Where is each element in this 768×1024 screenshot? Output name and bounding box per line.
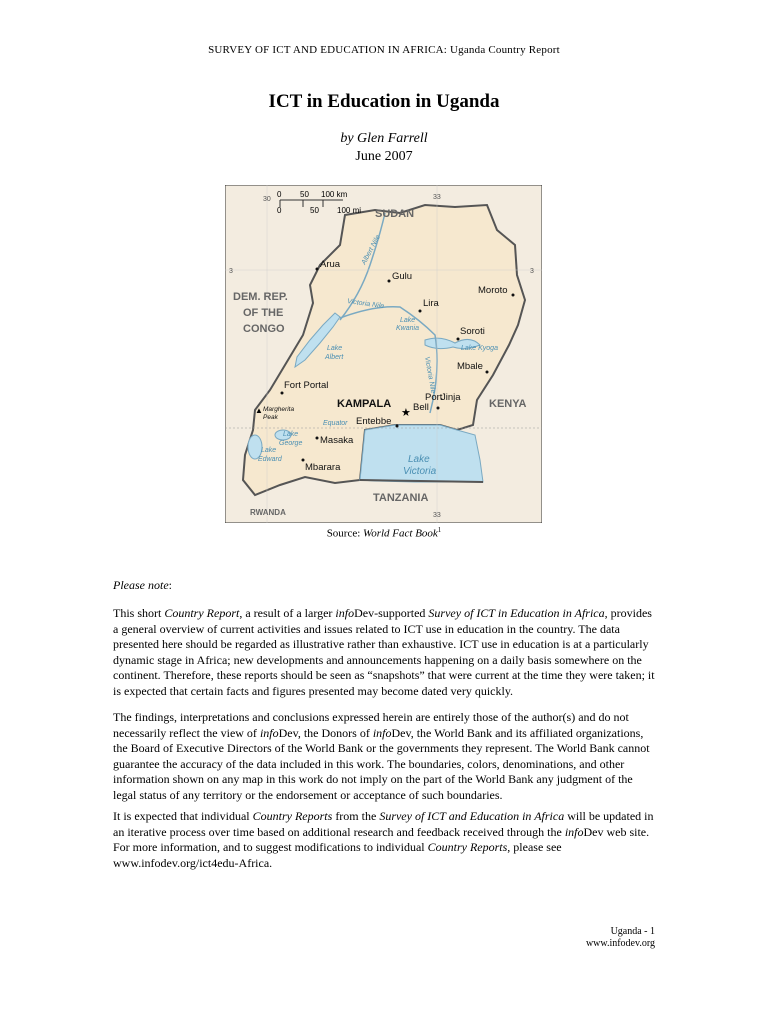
- city-dot: [316, 437, 319, 440]
- grid-label: 3: [530, 268, 534, 275]
- water-label: Albert Nile: [360, 234, 382, 266]
- grid-label: 3: [229, 268, 233, 275]
- water-label: Lake: [261, 447, 277, 454]
- city-dot: [457, 338, 460, 341]
- water-label: Victoria Nile: [346, 298, 385, 311]
- svg-text:0: 0: [277, 190, 282, 199]
- water-label: Lake: [327, 345, 343, 352]
- city-label: Masaka: [320, 435, 354, 446]
- city-label: Bell: [413, 402, 429, 413]
- city-label: Moroto: [478, 285, 508, 296]
- city-label: Soroti: [460, 326, 485, 337]
- city-label: Jinja: [441, 392, 461, 403]
- map-caption: [0, 526, 768, 540]
- uganda-map: [225, 185, 542, 523]
- city-dot: [486, 371, 489, 374]
- grid-label: 30: [263, 196, 271, 203]
- capital-star-icon: ★: [401, 407, 411, 419]
- caption-source: World Fact Book: [363, 527, 438, 540]
- city-label: Mbarara: [305, 462, 341, 473]
- city-dot: [388, 280, 391, 283]
- water-label: George: [279, 440, 303, 447]
- byline: by Glen Farrell: [340, 131, 428, 146]
- page-number: Uganda - 1: [610, 926, 655, 937]
- svg-text:50: 50: [310, 206, 319, 215]
- country-label-drc-2: OF THE: [243, 307, 284, 319]
- paragraph-updates: It is expected that individual Country Reports from the Survey of ICT and Education in Africa will be updated in an iterative process over time based on additional research and feedback received through the infoDev web site. For more information, and to suggest modifications to individual Country Reports, please see www.infodev.org/ict4edu-Africa.: [113, 809, 654, 870]
- country-label-rwanda: RWANDA: [250, 508, 286, 517]
- city-label: Lira: [423, 298, 439, 309]
- water-label: Lake: [408, 454, 430, 465]
- paragraph-intro: This short Country Report, a result of a larger infoDev-supported Survey of ICT in Education in Africa, provides a general overview of current activities and issues related to ICT use in education in the country. The data presented here should be regarded as illustrative rather than exhaustive. ICT use in education is at a particularly dynamic stage in Africa; new developments and announcements happening on a daily basis somewhere on the continent. Therefore, these reports should be seen as “snapshots” that were current at the time they were taken; it is expected that certain facts and figures presented may become dated very quickly.: [113, 606, 655, 698]
- water-label: Lake: [400, 317, 416, 324]
- city-dot: [396, 425, 399, 428]
- country-label-drc-3: CONGO: [243, 323, 285, 335]
- note-label: [113, 578, 658, 594]
- footnote-marker: 1: [437, 526, 442, 534]
- water-label: Kwania: [396, 325, 419, 332]
- caption-prefix: Source:: [326, 527, 364, 540]
- water-label: Lake: [283, 431, 299, 438]
- svg-text:0: 0: [277, 206, 282, 215]
- city-dot: [512, 294, 515, 297]
- publication-date: June 2007: [355, 149, 413, 164]
- svg-text:100 mi: 100 mi: [337, 206, 362, 215]
- note-label-colon: :: [168, 578, 172, 592]
- note-label-text: Please note: [113, 578, 169, 592]
- peak-label: Peak: [263, 414, 278, 421]
- svg-text:50: 50: [300, 190, 309, 199]
- country-label-sudan: SUDAN: [375, 208, 415, 220]
- peak-icon: ▲: [255, 406, 263, 415]
- grid-label: 33: [433, 194, 441, 201]
- paragraph-disclaimer: The findings, interpretations and conclusions expressed herein are entirely those of the author(s) and do not necessarily reflect the view of infoDev, the Donors of infoDev, the World Bank and its affiliated organizations, the Board of Executive Directors of the World Bank or the governments they represent. The World Bank cannot guarantee the accuracy of the data included in this work. The boundaries, colors, denominations, and other information shown on any map in this work do not imply on the part of the World Bank any judgment of the legal status of any territory or the endorsement or acceptance of such boundaries.: [113, 710, 650, 802]
- svg-text:100 km: 100 km: [321, 190, 348, 199]
- country-label-kenya: KENYA: [489, 398, 527, 410]
- country-label-tanzania: TANZANIA: [373, 492, 429, 504]
- city-label: Gulu: [392, 271, 413, 282]
- city-dot: [281, 392, 284, 395]
- water-label: Edward: [258, 456, 282, 463]
- city-label: Mbale: [457, 361, 483, 372]
- city-dot: [316, 268, 319, 271]
- water-label: Equator: [323, 420, 348, 427]
- grid-label: 33: [433, 512, 441, 519]
- city-label-capital: KAMPALA: [337, 398, 392, 410]
- peak-label: Margherita: [263, 406, 295, 413]
- city-dot: [437, 407, 440, 410]
- city-dot: [419, 310, 422, 313]
- water-label: Lake Kyoga: [461, 345, 498, 352]
- water-label: Albert: [325, 354, 344, 361]
- water-label: Victoria: [403, 466, 437, 477]
- water-label: Victoria Nile: [423, 356, 437, 395]
- city-label: Entebbe: [356, 416, 392, 427]
- running-head: SURVEY OF ICT AND EDUCATION IN AFRICA: Uganda Country Report: [208, 44, 560, 56]
- page-title: ICT in Education in Uganda: [268, 91, 500, 112]
- city-label: Port: [425, 392, 443, 403]
- city-label: Fort Portal: [284, 380, 329, 391]
- city-label: Arua: [320, 259, 341, 270]
- country-label-drc-1: DEM. REP.: [233, 291, 288, 303]
- footer-website: www.infodev.org: [585, 938, 655, 949]
